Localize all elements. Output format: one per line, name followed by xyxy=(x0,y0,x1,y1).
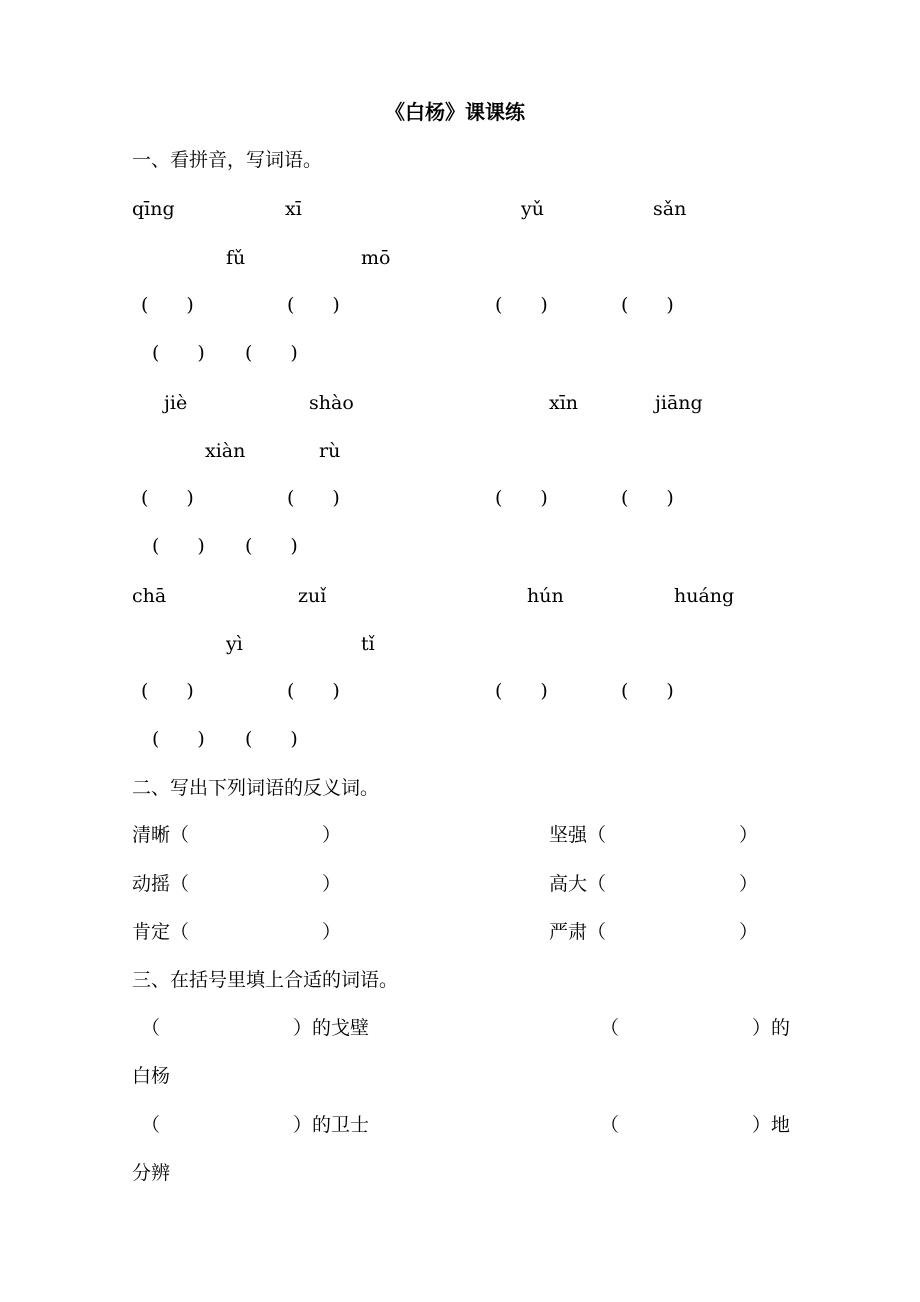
answer-box[interactable]: ( ) xyxy=(495,487,548,509)
answer-box[interactable]: ( ) xyxy=(245,728,298,750)
fill-item[interactable]: （ ）地 xyxy=(600,1114,791,1136)
antonym-item[interactable]: 肯定（ ） xyxy=(132,921,342,943)
answer-box[interactable]: ( ) xyxy=(245,535,298,557)
pinyin-cha: chā xyxy=(132,585,167,607)
pinyin-jie: jiè xyxy=(164,392,188,414)
pinyin-yi: yì xyxy=(226,633,243,655)
pinyin-shao: shào xyxy=(309,392,354,414)
section-2-heading: 二、写出下列词语的反义词。 xyxy=(132,777,380,799)
pinyin-ru: rù xyxy=(319,440,341,462)
fill-item-wrap: 分辨 xyxy=(132,1162,171,1184)
pinyin-hun: hún xyxy=(527,585,564,607)
antonym-item[interactable]: 高大（ ） xyxy=(549,873,759,895)
antonym-item[interactable]: 清晰（ ） xyxy=(132,824,342,846)
pinyin-xian: xiàn xyxy=(205,440,246,462)
pinyin-ti: tǐ xyxy=(361,633,375,655)
answer-box[interactable]: ( ) xyxy=(495,680,548,702)
antonym-item[interactable]: 严肃（ ） xyxy=(549,921,759,943)
pinyin-mo: mō xyxy=(361,247,391,269)
answer-box[interactable]: ( ) xyxy=(152,535,205,557)
answer-box[interactable]: ( ) xyxy=(287,680,340,702)
answer-box[interactable]: ( ) xyxy=(141,294,194,316)
fill-item-wrap: 白杨 xyxy=(132,1065,171,1087)
antonym-item[interactable]: 坚强（ ） xyxy=(549,824,759,846)
answer-box[interactable]: ( ) xyxy=(245,342,298,364)
answer-box[interactable]: ( ) xyxy=(621,294,674,316)
answer-box[interactable]: ( ) xyxy=(141,680,194,702)
pinyin-xin: xīn xyxy=(549,392,579,414)
worksheet-title: 《白杨》课课练 xyxy=(385,100,525,124)
answer-box[interactable]: ( ) xyxy=(621,680,674,702)
pinyin-fu: fǔ xyxy=(226,247,246,269)
pinyin-san: sǎn xyxy=(653,198,687,220)
antonym-item[interactable]: 动摇（ ） xyxy=(132,873,342,895)
fill-item[interactable]: （ ）的 xyxy=(600,1017,791,1039)
pinyin-xi: xī xyxy=(285,198,302,220)
fill-item[interactable]: （ ）的卫士 xyxy=(141,1114,370,1136)
answer-box[interactable]: ( ) xyxy=(152,342,205,364)
answer-box[interactable]: ( ) xyxy=(495,294,548,316)
answer-box[interactable]: ( ) xyxy=(287,487,340,509)
section-3-heading: 三、在括号里填上合适的词语。 xyxy=(132,969,399,991)
pinyin-zui: zuǐ xyxy=(298,585,327,607)
pinyin-yu: yǔ xyxy=(521,198,544,220)
fill-item[interactable]: （ ）的戈壁 xyxy=(141,1017,370,1039)
answer-box[interactable]: ( ) xyxy=(141,487,194,509)
section-1-heading: 一、看拼音，写词语。 xyxy=(132,149,323,171)
pinyin-huang: huáng xyxy=(674,585,735,607)
answer-box[interactable]: ( ) xyxy=(287,294,340,316)
answer-box[interactable]: ( ) xyxy=(621,487,674,509)
answer-box[interactable]: ( ) xyxy=(152,728,205,750)
pinyin-qing: qīng xyxy=(132,198,175,220)
pinyin-jiang: jiāng xyxy=(655,392,703,414)
